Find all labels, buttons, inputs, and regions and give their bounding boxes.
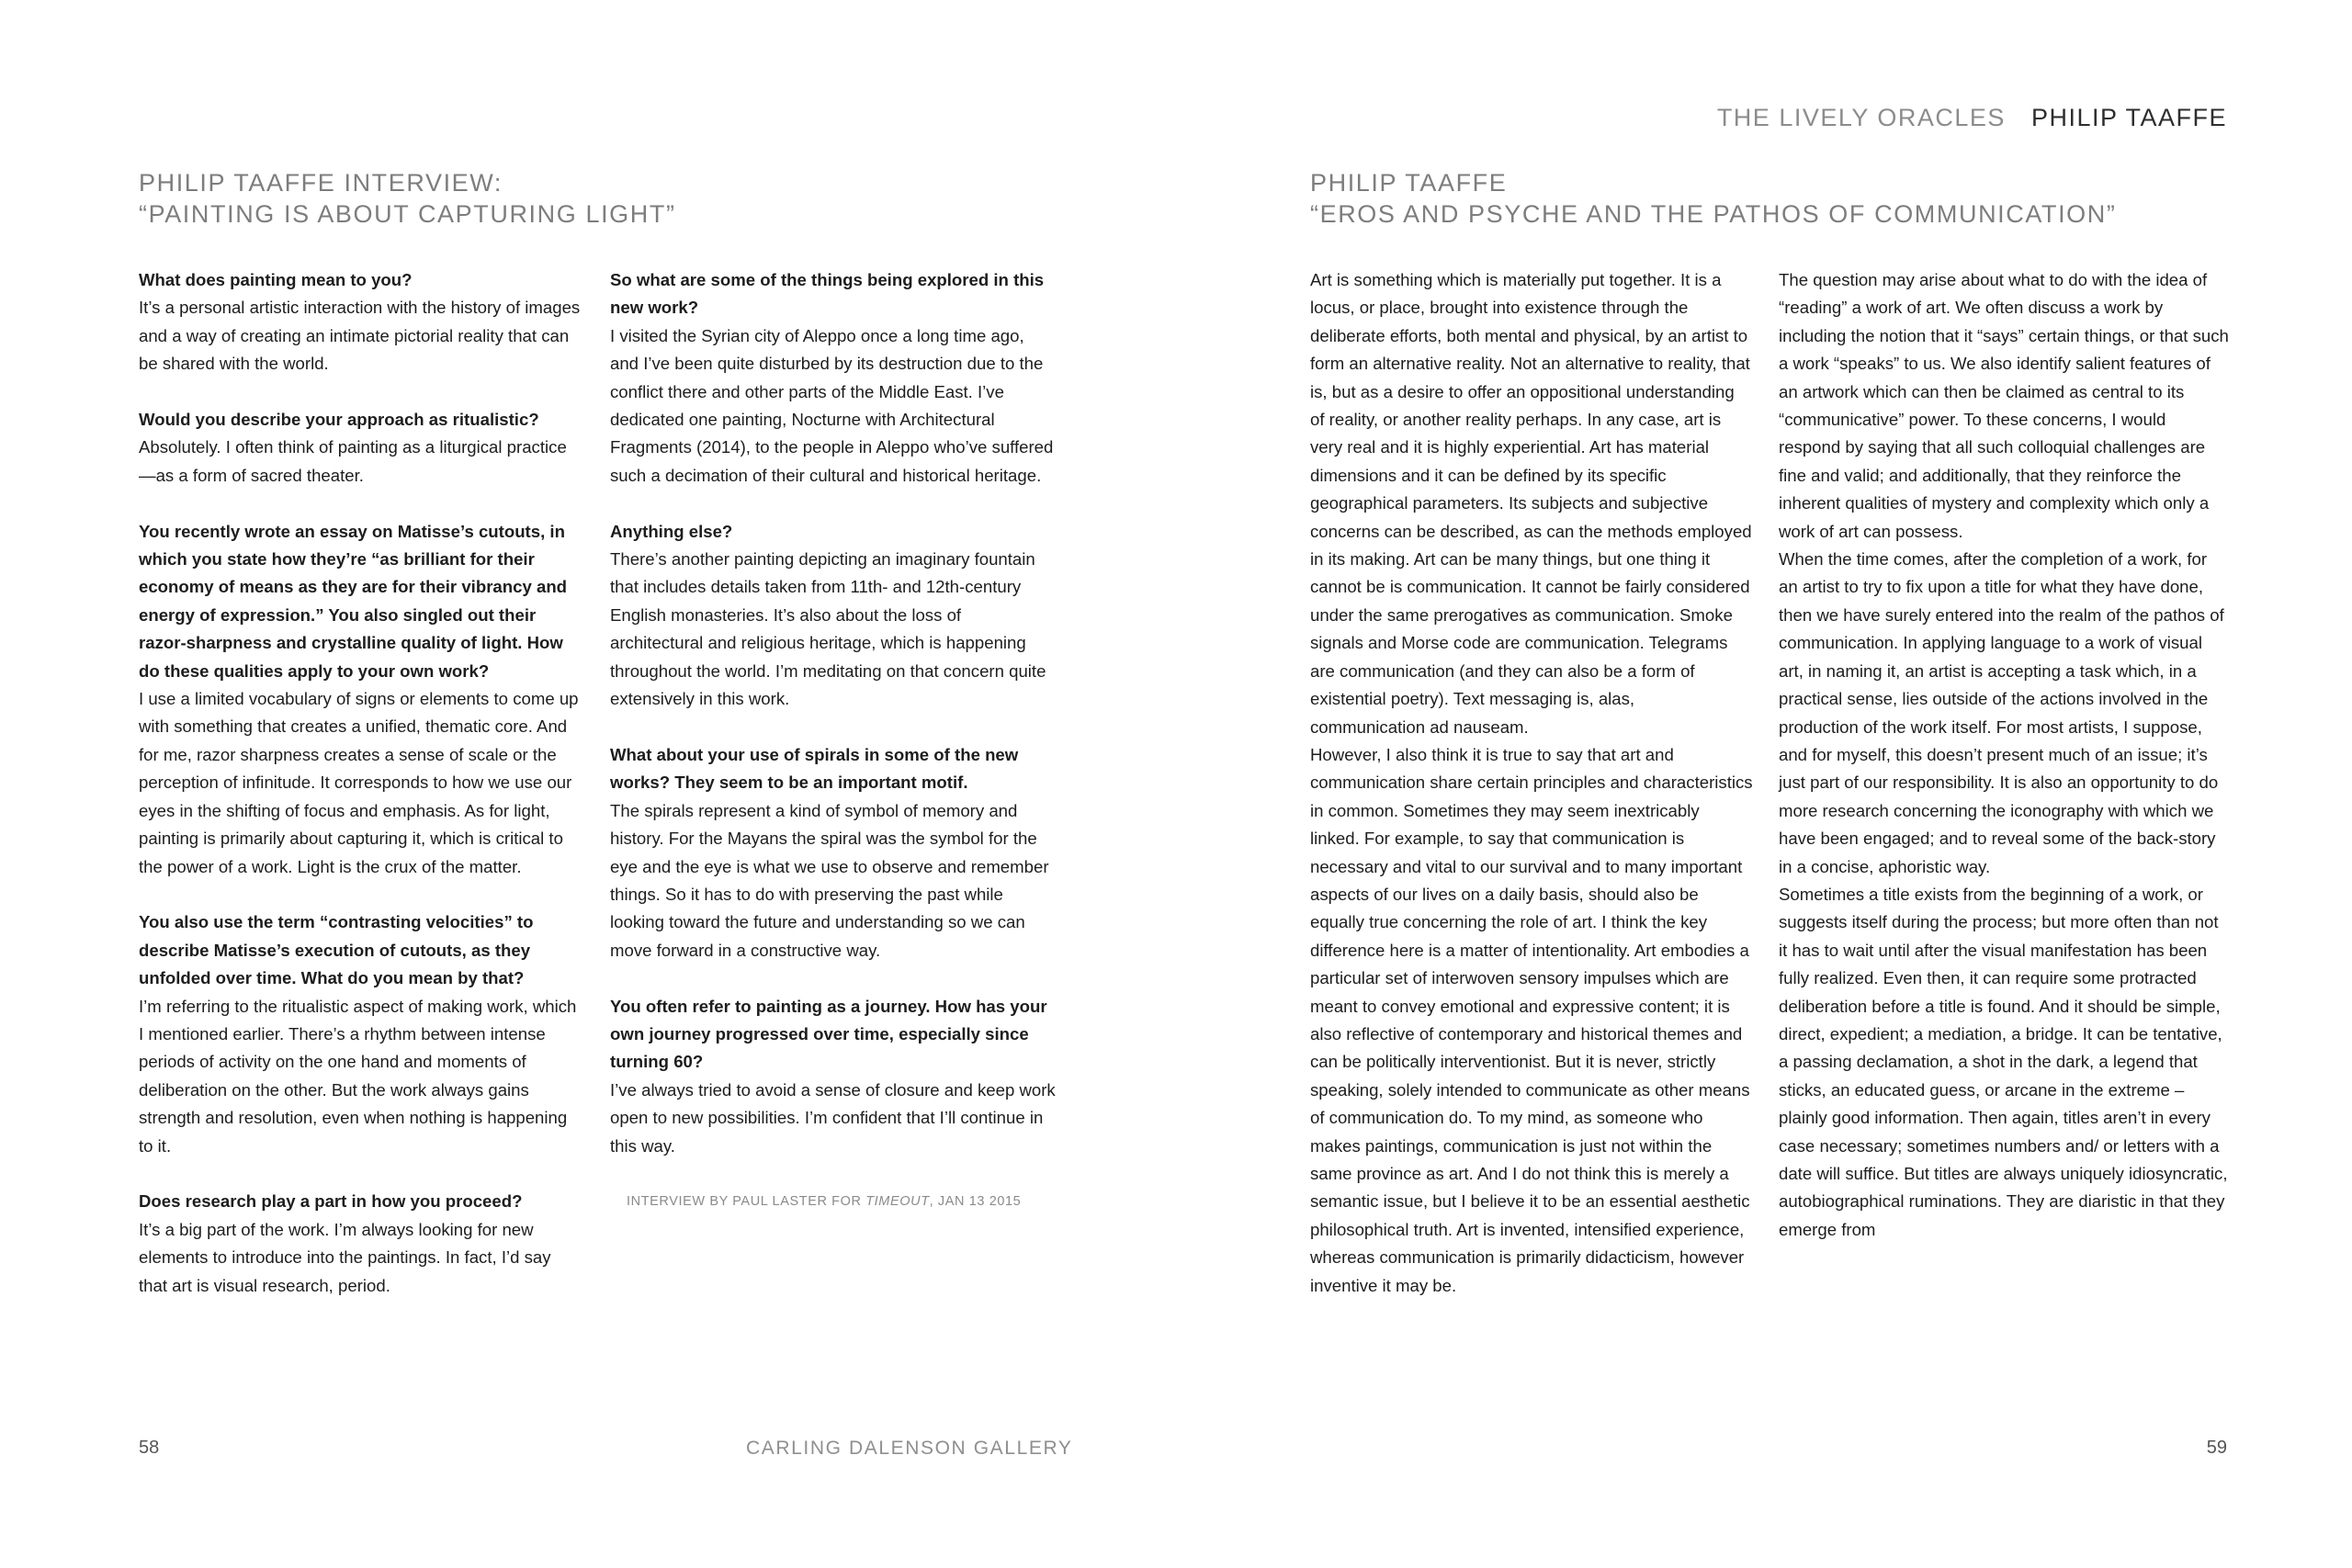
- qa-block: [139, 1188, 582, 1300]
- left-page-column-2: [610, 266, 1057, 1216]
- qa-block: [139, 518, 582, 881]
- credit-prefix: INTERVIEW BY PAUL LASTER FOR: [627, 1194, 866, 1210]
- running-header-name: PHILIP TAAFFE: [2030, 104, 2227, 131]
- answer: There’s another painting depicting an imaginary fountain that includes details taken from 11th- and 12th-century English monasteries. It’s also about the loss of architectural and religious heritage, which is happening throughout the world. I’m meditating on that concern quite extensively in this work.: [610, 549, 1046, 709]
- answer: I use a limited vocabulary of signs or elements to come up with something that creates a unified, thematic core. And for me, razor sharpness creates a sense of scale or the perception of infinitude. It corresponds to how we use our eyes in the shifting of focus and emphasis. As for light, painting is primarily about capturing it, which is critical to the power of a work. Light is the crux of the matter.: [139, 689, 579, 876]
- qa-block: [139, 908, 582, 1160]
- qa-block: [610, 741, 1057, 964]
- right-page-title: [1310, 167, 2116, 230]
- answer: It’s a big part of the work. I’m always looking for new elements to introduce into the paintings. In fact, I’d say that art is visual research, period.: [139, 1219, 551, 1295]
- left-page-column-1: [139, 266, 582, 1300]
- right-page-column-2: [1779, 266, 2229, 1244]
- question: What does painting mean to you?: [139, 270, 413, 289]
- essay-paragraph: The question may arise about what to do with the idea of “reading” a work of art. We often discuss a work by including the notion that it “says” certain things, or that such a work “speaks” to us. We also identify salient features of an artwork which can then be claimed as central to its “communicative” power. To these concerns, I would respond by saying that all such colloquial challenges are fine and valid; and additionally, that they reinforce the inherent qualities of mystery and complexity which only a work of art can possess.: [1779, 270, 2229, 541]
- answer: Absolutely. I often think of painting as a liturgical practice—as a form of sacred theater.: [139, 437, 567, 485]
- essay-paragraph: However, I also think it is true to say that art and communication share certain principles and characteristics in common. Sometimes they may seem inextricably linked. For example, to say that communication is necessary and vital to our survival and to many important aspects of our lives on a daily basis, should also be equally true concerning the role of art. I think the key difference here is a matter of intentionality. Art embodies a particular set of interwoven sensory impulses which are meant to convey emotional and expressive content; it is also reflective of contemporary and historical themes and can be politically interventionist. But it is never, strictly speaking, solely intended to communicate as other means of communication do. To my mind, as someone who makes paintings, communication is just not within the same province as art. And I do not think this is merely a semantic issue, but I believe it to be an essential aesthetic philosophical truth. Art is invented, intensified experience, whereas communication is primarily didacticism, however inventive it may be.: [1310, 744, 1753, 1295]
- question: You also use the term “contrasting velocities” to describe Matisse’s execution of cutouts, as they unfolded over time. What do you mean by that?: [139, 912, 534, 988]
- answer: It’s a personal artistic interaction with the history of images and a way of creating an intimate pictorial reality that can be shared with the world.: [139, 298, 581, 374]
- right-title-line2: “EROS AND PSYCHE AND THE PATHOS OF COMMUNICATION”: [1310, 200, 2117, 228]
- answer: I’m referring to the ritualistic aspect of making work, which I mentioned earlier. There’s a rhythm between intense periods of activity on the one hand and moments of deliberation on the other. But the work always gains strength and resolution, even when nothing is happening to it.: [139, 996, 577, 1156]
- left-title-line1: PHILIP TAAFFE INTERVIEW:: [139, 169, 503, 197]
- right-title-line1: PHILIP TAAFFE: [1310, 169, 1508, 197]
- credit-publication: TIMEOUT: [865, 1194, 930, 1210]
- essay-paragraph: Art is something which is materially put together. It is a locus, or place, brought into existence through the deliberate efforts, both mental and physical, by an artist to form an alternative reality. Not an alternative to reality, that is, but as a desire to offer an oppositional understanding of reality, or another reality perhaps. In any case, art is very real and it is highly experiential. Art has material dimensions and it can be defined by its specific geographical parameters. Its subjects and subjective concerns can be described, as can the methods employed in its making. Art can be many things, but one thing it cannot be is communication. It cannot be fairly considered under the same prerogatives as communication. Smoke signals and Morse code are communication. Telegrams are communication (and they can also be a form of existential poetry). Text messaging is, alas, communication ad nauseam.: [1310, 270, 1752, 737]
- answer: I visited the Syrian city of Aleppo once a long time ago, and I’ve been quite disturbed by its destruction due to the conflict there and other parts of the Middle East. I’ve dedicated one painting, Nocturne with Architectural Fragments (2014), to the people in Aleppo who’ve suffered such a decimation of their cultural and historical heritage.: [610, 325, 1054, 485]
- question: Would you describe your approach as ritualistic?: [139, 410, 539, 430]
- left-page-title: [139, 167, 676, 230]
- qa-block: [610, 266, 1057, 490]
- page-number-right: 59: [2206, 1438, 2227, 1458]
- question: Anything else?: [610, 521, 733, 541]
- footer-gallery-name: CARLING DALENSON GALLERY: [746, 1438, 1073, 1459]
- qa-block: [139, 266, 582, 378]
- credit-suffix: , JAN 13 2015: [929, 1194, 1022, 1210]
- answer: I’ve always tried to avoid a sense of closure and keep work open to new possibilities. I’m confident that I’ll continue in this way.: [610, 1079, 1056, 1156]
- qa-block: [139, 406, 582, 490]
- question: So what are some of the things being explored in this new work?: [610, 270, 1045, 318]
- right-page-column-1: [1310, 266, 1753, 1300]
- question: You often refer to painting as a journey. How has your own journey progressed over time, especially since turning 60?: [610, 996, 1047, 1072]
- essay-paragraph: Sometimes a title exists from the beginning of a work, or suggests itself during the process; but more often than not it has to wait until after the visual manifestation has been fully realized. Even then, it can require some protracted deliberation before a title is found. And it should be simple, direct, expedient; a mediation, a bridge. It can be tentative, a passing declamation, a shot in the dark, a legend that sticks, an educated guess, or arcane in the extreme – plainly good information. Then again, titles aren’t in every case necessary; sometimes numbers and/ or letters with a date will suffice. But titles are always uniquely idiosyncratic, autobiographical ruminations. They are diaristic in that they emerge from: [1779, 884, 2228, 1239]
- question: Does research play a part in how you proceed?: [139, 1191, 523, 1212]
- question: You recently wrote an essay on Matisse’s cutouts, in which you state how they’re “as brilliant for their economy of means as they are for their vibrancy and energy of expression.” You also singled out their razor-sharpness and crystalline quality of light. How do these qualities apply to your own work?: [139, 521, 568, 681]
- qa-block: [610, 518, 1057, 714]
- qa-block: [610, 993, 1057, 1160]
- answer: The spirals represent a kind of symbol of memory and history. For the Mayans the spiral was the symbol for the eye and the eye is what we use to observe and remember things. So it has to do with preserving the past while looking toward the future and understanding so we can move forward in a constructive way.: [610, 800, 1049, 960]
- question: What about your use of spirals in some of the new works? They seem to be an important motif.: [610, 744, 1019, 793]
- left-title-line2: “PAINTING IS ABOUT CAPTURING LIGHT”: [139, 200, 676, 228]
- page-number-left: 58: [139, 1438, 160, 1458]
- essay-paragraph: When the time comes, after the completion of a work, for an artist to try to fix upon a title for what they have done, then we have surely entered into the realm of the pathos of communication. In applying language to a work of visual art, in naming it, an artist is accepting a task which, in a practical sense, lies outside of the actions involved in the production of the work itself. For most artists, I suppose, and for myself, this doesn’t present much of an issue; it’s just part of our responsibility. It is also an opportunity to do more research concerning the iconography with which we have been engaged; and to reveal some of the back-story in a concise, aphoristic way.: [1779, 549, 2224, 876]
- running-header: [1717, 104, 2227, 132]
- interview-credit: [610, 1188, 1057, 1215]
- running-header-subtitle: THE LIVELY ORACLES: [1716, 104, 2006, 131]
